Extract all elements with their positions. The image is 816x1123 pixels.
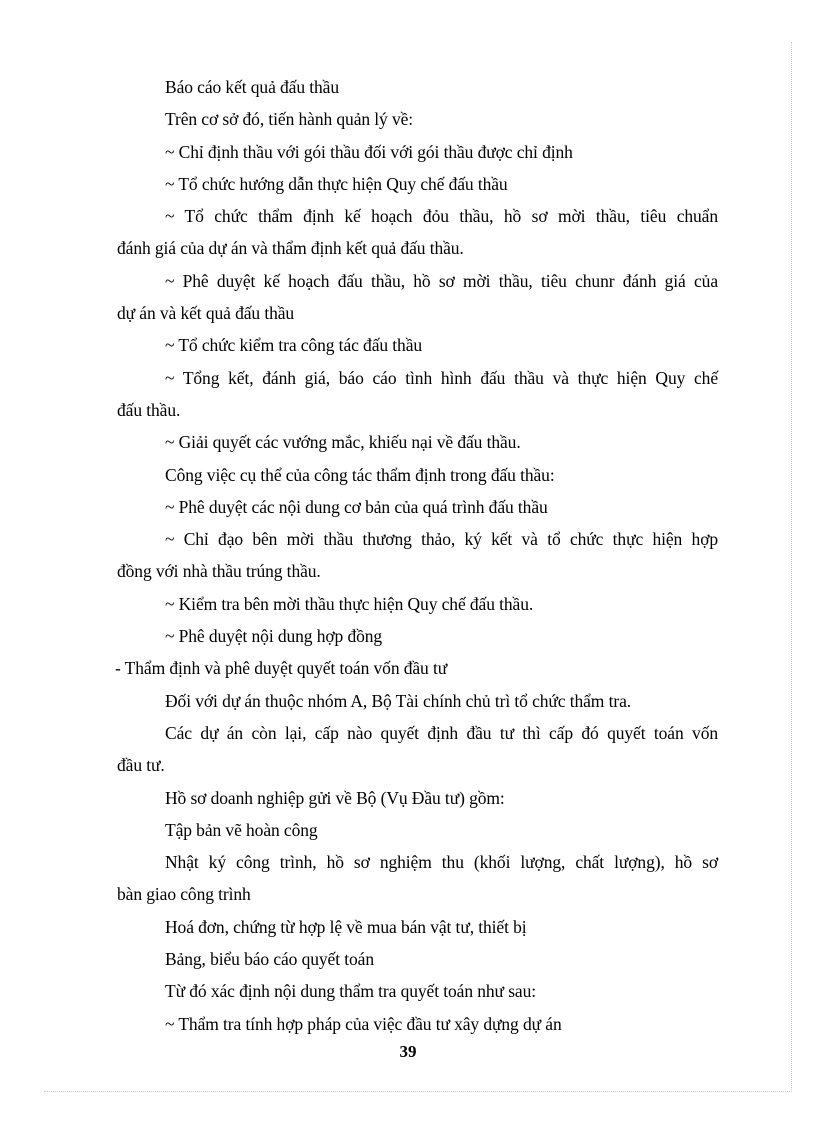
text-line: Công việc cụ thể của công tác thẩm định trong đấu thầu: <box>165 464 555 485</box>
text-line: ~ Giải quyết các vướng mắc, khiếu nại về đấu thầu. <box>165 432 521 453</box>
text-line: đồng với nhà thầu trúng thầu. <box>117 561 321 582</box>
text-line: dự án và kết quả đấu thầu <box>117 303 295 324</box>
body-text <box>117 71 718 1040</box>
text-line: Hồ sơ doanh nghiệp gửi về Bộ (Vụ Đầu tư) gồm: <box>165 787 505 808</box>
text-line: ~ Kiểm tra bên mời thầu thực hiện Quy chế đấu thầu. <box>165 593 534 614</box>
text-line: ~ Tổng kết, đánh giá, báo cáo tình hình đấu thầu và thực hiện Quy chế <box>165 367 718 388</box>
text-line: đấu thầu. <box>117 399 181 420</box>
text-line: đầu tư. <box>117 755 165 776</box>
text-line: Báo cáo kết quả đấu thầu <box>165 77 339 97</box>
text-line: Bảng, biểu báo cáo quyết toán <box>165 949 374 970</box>
text-line: ~ Phê duyệt nội dung hợp đồng <box>165 626 383 647</box>
section-heading: - Thẩm định và phê duyệt quyết toán vốn đầu tư <box>115 658 448 679</box>
text-line: ~ Tổ chức kiểm tra công tác đấu thầu <box>165 335 423 356</box>
text-line: Nhật ký công trình, hồ sơ nghiệm thu (khối lượng, chất lượng), hồ sơ <box>165 852 718 873</box>
text-line: Các dự án còn lại, cấp nào quyết định đầu tư thì cấp đó quyết toán vốn <box>165 722 718 743</box>
text-line: ~ Phê duyệt kế hoạch đấu thầu, hồ sơ mời thầu, tiêu chunr đánh giá của <box>165 270 718 291</box>
text-line: đánh giá của dự án và thẩm định kết quả đấu thầu. <box>117 238 464 259</box>
text-line: ~ Chỉ đạo bên mời thầu thương thảo, ký kết và tổ chức thực hiện hợp <box>165 529 718 550</box>
text-line: ~ Thẩm tra tính hợp pháp của việc đầu tư xây dựng dự án <box>165 1013 562 1034</box>
text-line: ~ Chỉ định thầu với gói thầu đối với gói thầu được chỉ định <box>165 141 573 162</box>
page-number: 39 <box>399 1042 417 1061</box>
text-line: Trên cơ sở đó, tiến hành quản lý về: <box>165 109 414 130</box>
text-line: ~ Phê duyệt các nội dung cơ bản của quá trình đấu thầu <box>165 496 548 517</box>
text-line: Từ đó xác định nội dung thẩm tra quyết toán như sau: <box>165 981 536 1002</box>
text-line: ~ Tổ chức thẩm định kế hoạch đỏu thầu, hồ sơ mời thầu, tiêu chuẩn <box>165 206 718 227</box>
text-line: Tập bản vẽ hoàn công <box>165 819 318 840</box>
text-line: ~ Tổ chức hướng dẫn thực hiện Quy chế đấu thầu <box>165 173 508 194</box>
text-line: Hoá đơn, chứng từ hợp lệ về mua bán vật tư, thiết bị <box>165 916 527 937</box>
text-line: bàn giao công trình <box>117 884 251 905</box>
text-line: Đối với dự án thuộc nhóm A, Bộ Tài chính chủ trì tổ chức thẩm tra. <box>165 690 632 711</box>
